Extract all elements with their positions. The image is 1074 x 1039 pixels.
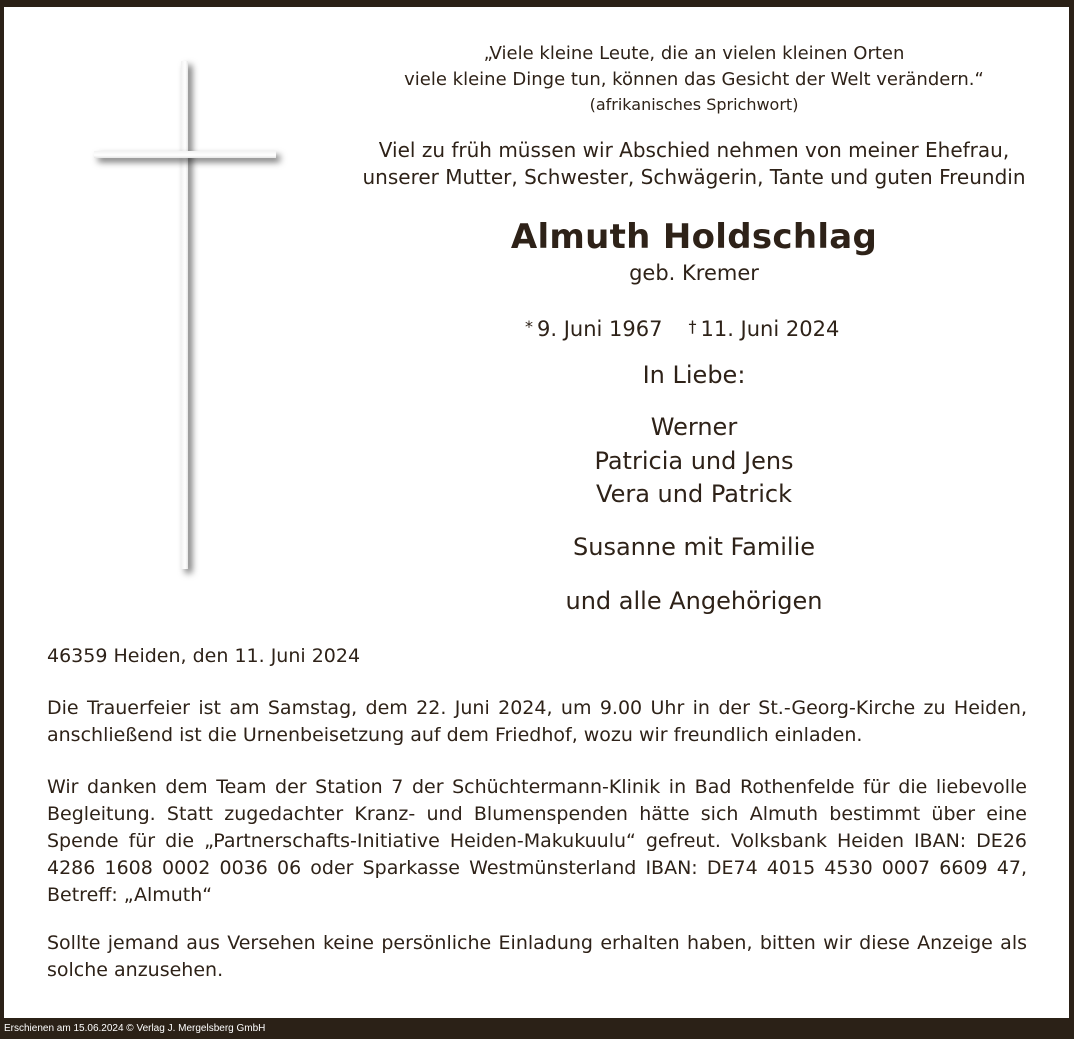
notice-paragraph: Sollte jemand aus Versehen keine persönliche Einladung erhalten haben, bitten wir diese Anzeige als solche anzusehen. xyxy=(47,932,1027,981)
intro-line-2: unserer Mutter, Schwester, Schwägerin, Tante und guten Freundin xyxy=(362,165,1026,189)
mourners-heading: In Liebe: xyxy=(642,361,746,389)
birth-date: 9. Juni 1967 xyxy=(537,317,663,341)
death-symbol-icon: † xyxy=(688,317,697,336)
thanks-paragraph: Wir danken dem Team der Station 7 der Schüchtermann-Klinik in Bad Rothenfelde für die liebevolle Begleitung. Statt zugedachter Kranz- und Blumenspenden hätte sich Almuth bestimmt über eine Spende für die „Partnerschafts-Initiative Heiden-Makukuulu“ gefreut. Volksbank Heiden IBAN: DE26 4286 1608 0002 0036 06 oder Sparkasse Westmünsterland IBAN: DE74 4015 4530 0007 6609 47, Betreff: „Almuth“ xyxy=(47,776,1027,906)
quote-line-1: „Viele kleine Leute, die an vielen kleinen Orten xyxy=(483,43,905,64)
mourner-all-relatives: und alle Angehörigen xyxy=(565,587,823,615)
life-dates xyxy=(525,317,839,341)
mourner-name: Vera und Patrick xyxy=(596,480,792,508)
mourner-extended: Susanne mit Familie xyxy=(572,533,816,561)
intro-line-1: Viel zu früh müssen wir Abschied nehmen von meiner Ehefrau, xyxy=(378,138,1010,162)
cross-vertical-beam xyxy=(181,61,188,569)
publication-footer: Erschienen am 15.06.2024 © Verlag J. Mergelsberg GmbH xyxy=(4,1023,266,1034)
birth-symbol-icon: * xyxy=(525,317,533,336)
mourner-name: Patricia und Jens xyxy=(594,447,794,475)
mourner-name: Werner xyxy=(650,413,738,441)
maiden-name: geb. Kremer xyxy=(629,261,759,285)
place-date: 46359 Heiden, den 11. Juni 2024 xyxy=(47,645,361,667)
cross-horizontal-beam xyxy=(94,151,276,158)
quote-line-2: viele kleine Dinge tun, können das Gesicht der Welt verändern.“ xyxy=(404,69,984,90)
death-date: 11. Juni 2024 xyxy=(700,317,840,341)
obituary-card xyxy=(4,7,1069,1018)
quote-source: (afrikanisches Sprichwort) xyxy=(589,95,799,114)
funeral-paragraph: Die Trauerfeier ist am Samstag, dem 22. Juni 2024, um 9.00 Uhr in der St.-Georg-Kirche zu Heiden, anschließend ist die Urnenbeisetzung auf dem Friedhof, wozu wir freundlich einladen. xyxy=(47,697,1027,746)
deceased-name: Almuth Holdschlag xyxy=(510,217,878,257)
